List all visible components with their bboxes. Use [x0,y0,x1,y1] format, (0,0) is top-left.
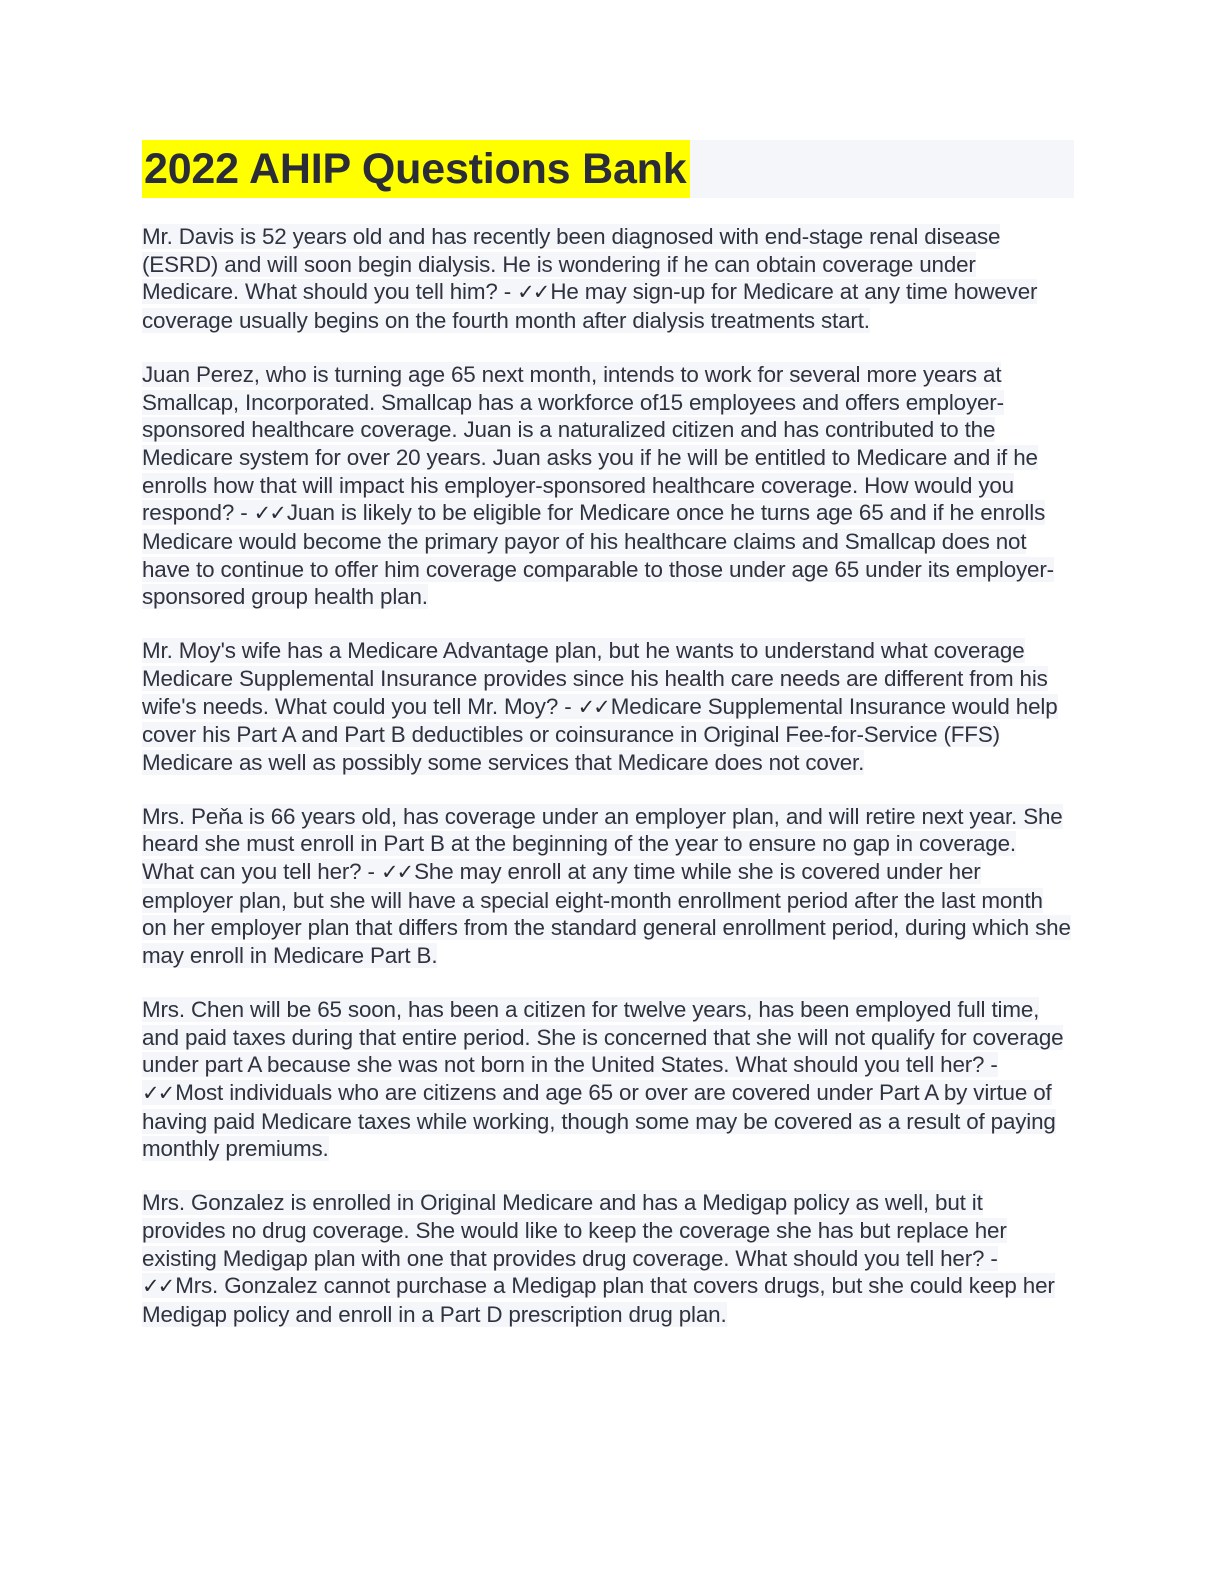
qa-item-3 [142,637,1072,777]
answer-text: Most individuals who are citizens and age 65 or over are covered under Part A by virtue of having paid Medicare taxes while working, though some may be covered as a result of paying monthly premiums. [142,1079,1056,1162]
answer-text: He may sign-up for Medicare at any time however coverage usually begins on the fourth month after dialysis treatments start. [142,279,1038,334]
qa-text [142,997,1063,1162]
answer-separator: - [984,1052,998,1078]
qa-text [142,362,1054,610]
question-text: Mrs. Peňa is 66 years old, has coverage under an employer plan, and will retire next year. She heard she must enroll in Part B at the beginning of the year to ensure no gap in coverage. What can you tell her? [142,803,1063,885]
qa-item-6 [142,1189,1072,1329]
qa-item-2 [142,361,1072,611]
title-band [142,140,1074,198]
question-text: Mrs. Gonzalez is enrolled in Original Medicare and has a Medigap policy as well, but it provides no drug coverage. She would like to keep the coverage she has but replace her existing Medigap plan with one that provides drug coverage. What should you tell her? [142,1190,1007,1271]
question-text: Juan Perez, who is turning age 65 next month, intends to work for several more years at Smallcap, Incorporated. Smallcap has a workforce of15 employees and offers employer-sponsored healthcare coverage. Juan is a naturalized citizen and has contributed to the Medicare system for over 20 years. Juan asks you if he will be entitled to Medicare and if he enrolls how that will impact his employer-sponsored healthcare coverage. How would you respond? [142,361,1038,526]
double-check-icon: ✓✓ [517,280,549,305]
answer-text: Mrs. Gonzalez cannot purchase a Medigap plan that covers drugs, but she could keep her Medigap policy and enroll in a Part D prescription drug plan. [142,1273,1055,1327]
question-text: Mrs. Chen will be 65 soon, has been a citizen for twelve years, has been employed full time, and paid taxes during that entire period. She is concerned that she will not qualify for coverage under part A because she was not born in the United States. What should you tell her? [142,996,1064,1078]
qa-text [142,804,1071,969]
page-title: 2022 AHIP Questions Bank [142,140,690,198]
double-check-icon: ✓✓ [577,694,609,719]
double-check-icon: ✓✓ [380,860,413,885]
question-text: Mr. Davis is 52 years old and has recently been diagnosed with end-stage renal disease (ESRD) and will soon begin dialysis. He is wondering if he can obtain coverage under Medicare. What should you tell him? [142,224,1001,305]
double-check-icon: ✓✓ [142,1274,174,1299]
answer-separator: - [497,279,518,305]
answer-separator: - [558,693,578,719]
answer-separator: - [234,500,254,526]
qa-text [142,638,1058,775]
double-check-icon: ✓✓ [253,501,285,526]
qa-text [142,1190,1055,1327]
question-text: Mr. Moy's wife has a Medicare Advantage plan, but he wants to understand what coverage Medicare Supplemental Insurance provides since his health care needs are different from his wife's needs. What could you tell Mr. Moy? [142,638,1048,719]
document-page [142,140,1074,1329]
answer-separator: - [361,859,381,885]
answer-separator: - [984,1245,998,1271]
qa-item-4 [142,803,1072,970]
answer-text: Medicare Supplemental Insurance would help cover his Part A and Part B deductibles or coinsurance in Original Fee-for-Service (FFS) Medicare as well as possibly some services that Medicare does not cover. [142,693,1058,775]
answer-text: Juan is likely to be eligible for Medicare once he turns age 65 and if he enrolls Medicare would become the primary payor of his healthcare claims and Smallcap does not have to continue to offer him coverage comparable to those under age 65 under its employer-sponsored group health plan. [142,500,1054,610]
qa-item-5 [142,996,1072,1163]
qa-item-1 [142,223,1072,335]
answer-text: She may enroll at any time while she is covered under her employer plan, but she will have a special eight-month enrollment period after the last month on her employer plan that differs from the standard general enrollment period, during which she may enroll in Medicare Part B. [142,859,1071,969]
qa-text [142,224,1037,333]
double-check-icon: ✓✓ [142,1080,174,1105]
